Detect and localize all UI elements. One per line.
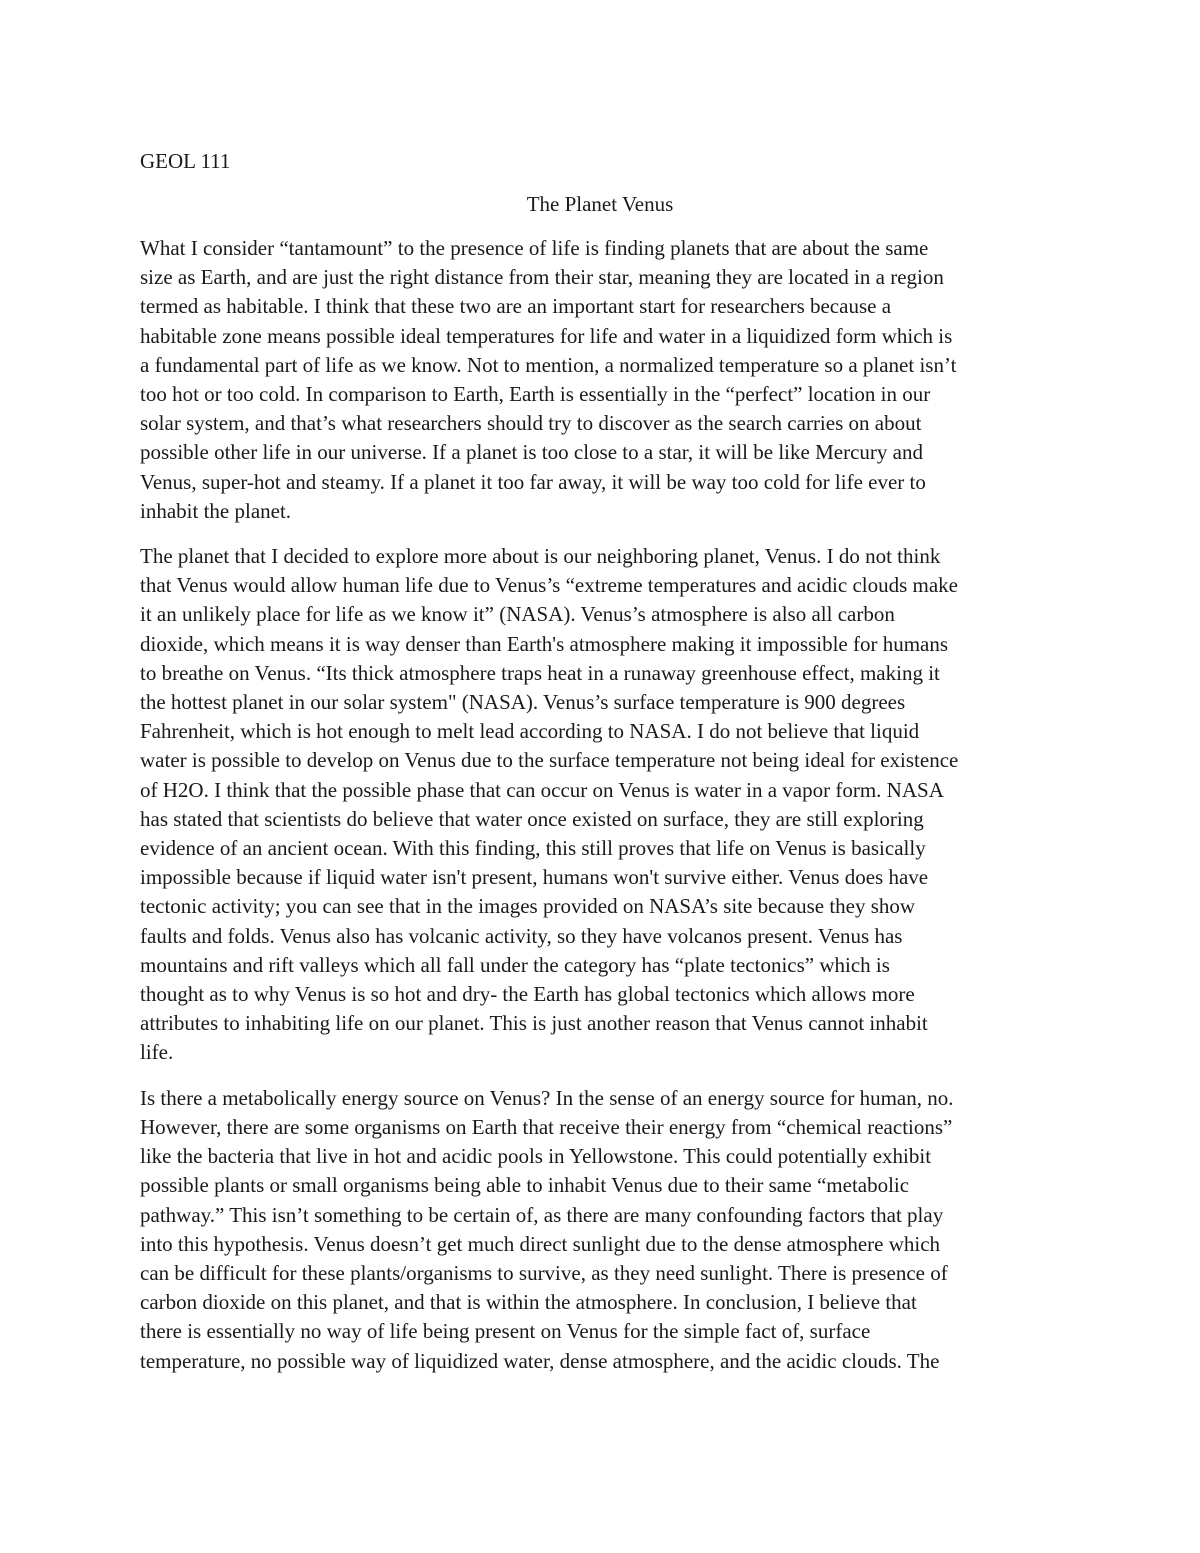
paragraph-line: tectonic activity; you can see that in the images provided on NASA’s site because they show xyxy=(140,894,916,919)
paragraph-line: solar system, and that’s what researchers should try to discover as the search carries on about xyxy=(140,411,922,436)
paragraph-line: dioxide, which means it is way denser than Earth's atmosphere making it impossible for humans xyxy=(140,631,949,656)
paragraph-line: has stated that scientists do believe that water once existed on surface, they are still exploring xyxy=(140,806,924,831)
paragraph-line: Fahrenheit, which is hot enough to melt lead according to NASA. I do not believe that liquid xyxy=(140,719,920,744)
paragraph-line: evidence of an ancient ocean. With this finding, this still proves that life on Venus is basically xyxy=(140,836,926,861)
paragraph-line: into this hypothesis. Venus doesn’t get much direct sunlight due to the dense atmosphere which xyxy=(140,1231,941,1256)
paragraph-line: that Venus would allow human life due to Venus’s “extreme temperatures and acidic clouds make xyxy=(140,573,958,598)
paragraph-line: like the bacteria that live in hot and acidic pools in Yellowstone. This could potentially exhibit xyxy=(140,1144,932,1169)
paragraph-line: carbon dioxide on this planet, and that is within the atmosphere. In conclusion, I believe that xyxy=(140,1290,917,1315)
document-title: The Planet Venus xyxy=(526,192,674,216)
paragraph xyxy=(140,1084,1060,1376)
paragraph-line: termed as habitable. I think that these two are an important start for researchers because a xyxy=(140,294,892,319)
paragraph-line: of H2O. I think that the possible phase that can occur on Venus is water in a vapor form. NASA xyxy=(140,777,944,802)
paragraph-line: thought as to why Venus is so hot and dry- the Earth has global tectonics which allows more xyxy=(140,982,915,1007)
paragraph-line: can be difficult for these plants/organisms to survive, as they need sunlight. There is presence of xyxy=(140,1260,948,1285)
paragraph-line: too hot or too cold. In comparison to Earth, Earth is essentially in the “perfect” location in our xyxy=(140,382,931,407)
paragraph-line: Is there a metabolically energy source on Venus? In the sense of an energy source for human, no. xyxy=(140,1085,954,1110)
paragraph-line: The planet that I decided to explore more about is our neighboring planet, Venus. I do not think xyxy=(140,544,941,569)
paragraph-line: impossible because if liquid water isn't present, humans won't survive either. Venus does have xyxy=(140,865,929,890)
paragraph-line: to breathe on Venus. “Its thick atmosphere traps heat in a runaway greenhouse effect, making it xyxy=(140,660,940,685)
paragraph xyxy=(140,234,1060,526)
paragraph-line: temperature, no possible way of liquidized water, dense atmosphere, and the acidic clouds. The xyxy=(140,1348,940,1373)
paragraph-line: mountains and rift valleys which all fall under the category has “plate tectonics” which is xyxy=(140,952,890,977)
paragraph-line: water is possible to develop on Venus due to the surface temperature not being ideal for existence xyxy=(140,748,959,773)
document-body xyxy=(140,234,1060,1392)
paragraph-line: it an unlikely place for life as we know it” (NASA). Venus’s atmosphere is also all carbon xyxy=(140,602,895,627)
paragraph-line: Venus, super-hot and steamy. If a planet it too far away, it will be way too cold for life ever to xyxy=(140,469,926,494)
paragraph-line: the hottest planet in our solar system" (NASA). Venus’s surface temperature is 900 degrees xyxy=(140,690,906,715)
paragraph-line: faults and folds. Venus also has volcanic activity, so they have volcanos present. Venus has xyxy=(140,923,903,948)
paragraph-line: life. xyxy=(140,1040,174,1065)
paragraph-line: size as Earth, and are just the right distance from their star, meaning they are located in a region xyxy=(140,265,944,290)
paragraph-line: attributes to inhabiting life on our planet. This is just another reason that Venus cannot inhabit xyxy=(140,1011,928,1036)
paragraph-line: a fundamental part of life as we know. Not to mention, a normalized temperature so a planet isn’t xyxy=(140,352,957,377)
paragraph-line: What I consider “tantamount” to the presence of life is finding planets that are about the same xyxy=(140,236,929,260)
paragraph-line: possible plants or small organisms being able to inhabit Venus due to their same “metabolic xyxy=(140,1173,910,1198)
paragraph-line: inhabit the planet. xyxy=(140,498,292,523)
paragraph xyxy=(140,542,1060,1068)
paragraph-line: there is essentially no way of life being present on Venus for the simple fact of, surface xyxy=(140,1319,871,1344)
paragraph-line: habitable zone means possible ideal temperatures for life and water in a liquidized form which is xyxy=(140,323,953,348)
paragraph-line: However, there are some organisms on Earth that receive their energy from “chemical reactions” xyxy=(140,1114,953,1139)
paragraph-line: possible other life in our universe. If a planet is too close to a star, it will be like Mercury and xyxy=(140,440,923,465)
course-code: GEOL 111 xyxy=(140,149,231,173)
paragraph-line: pathway.” This isn’t something to be certain of, as there are many confounding factors that play xyxy=(140,1202,944,1227)
